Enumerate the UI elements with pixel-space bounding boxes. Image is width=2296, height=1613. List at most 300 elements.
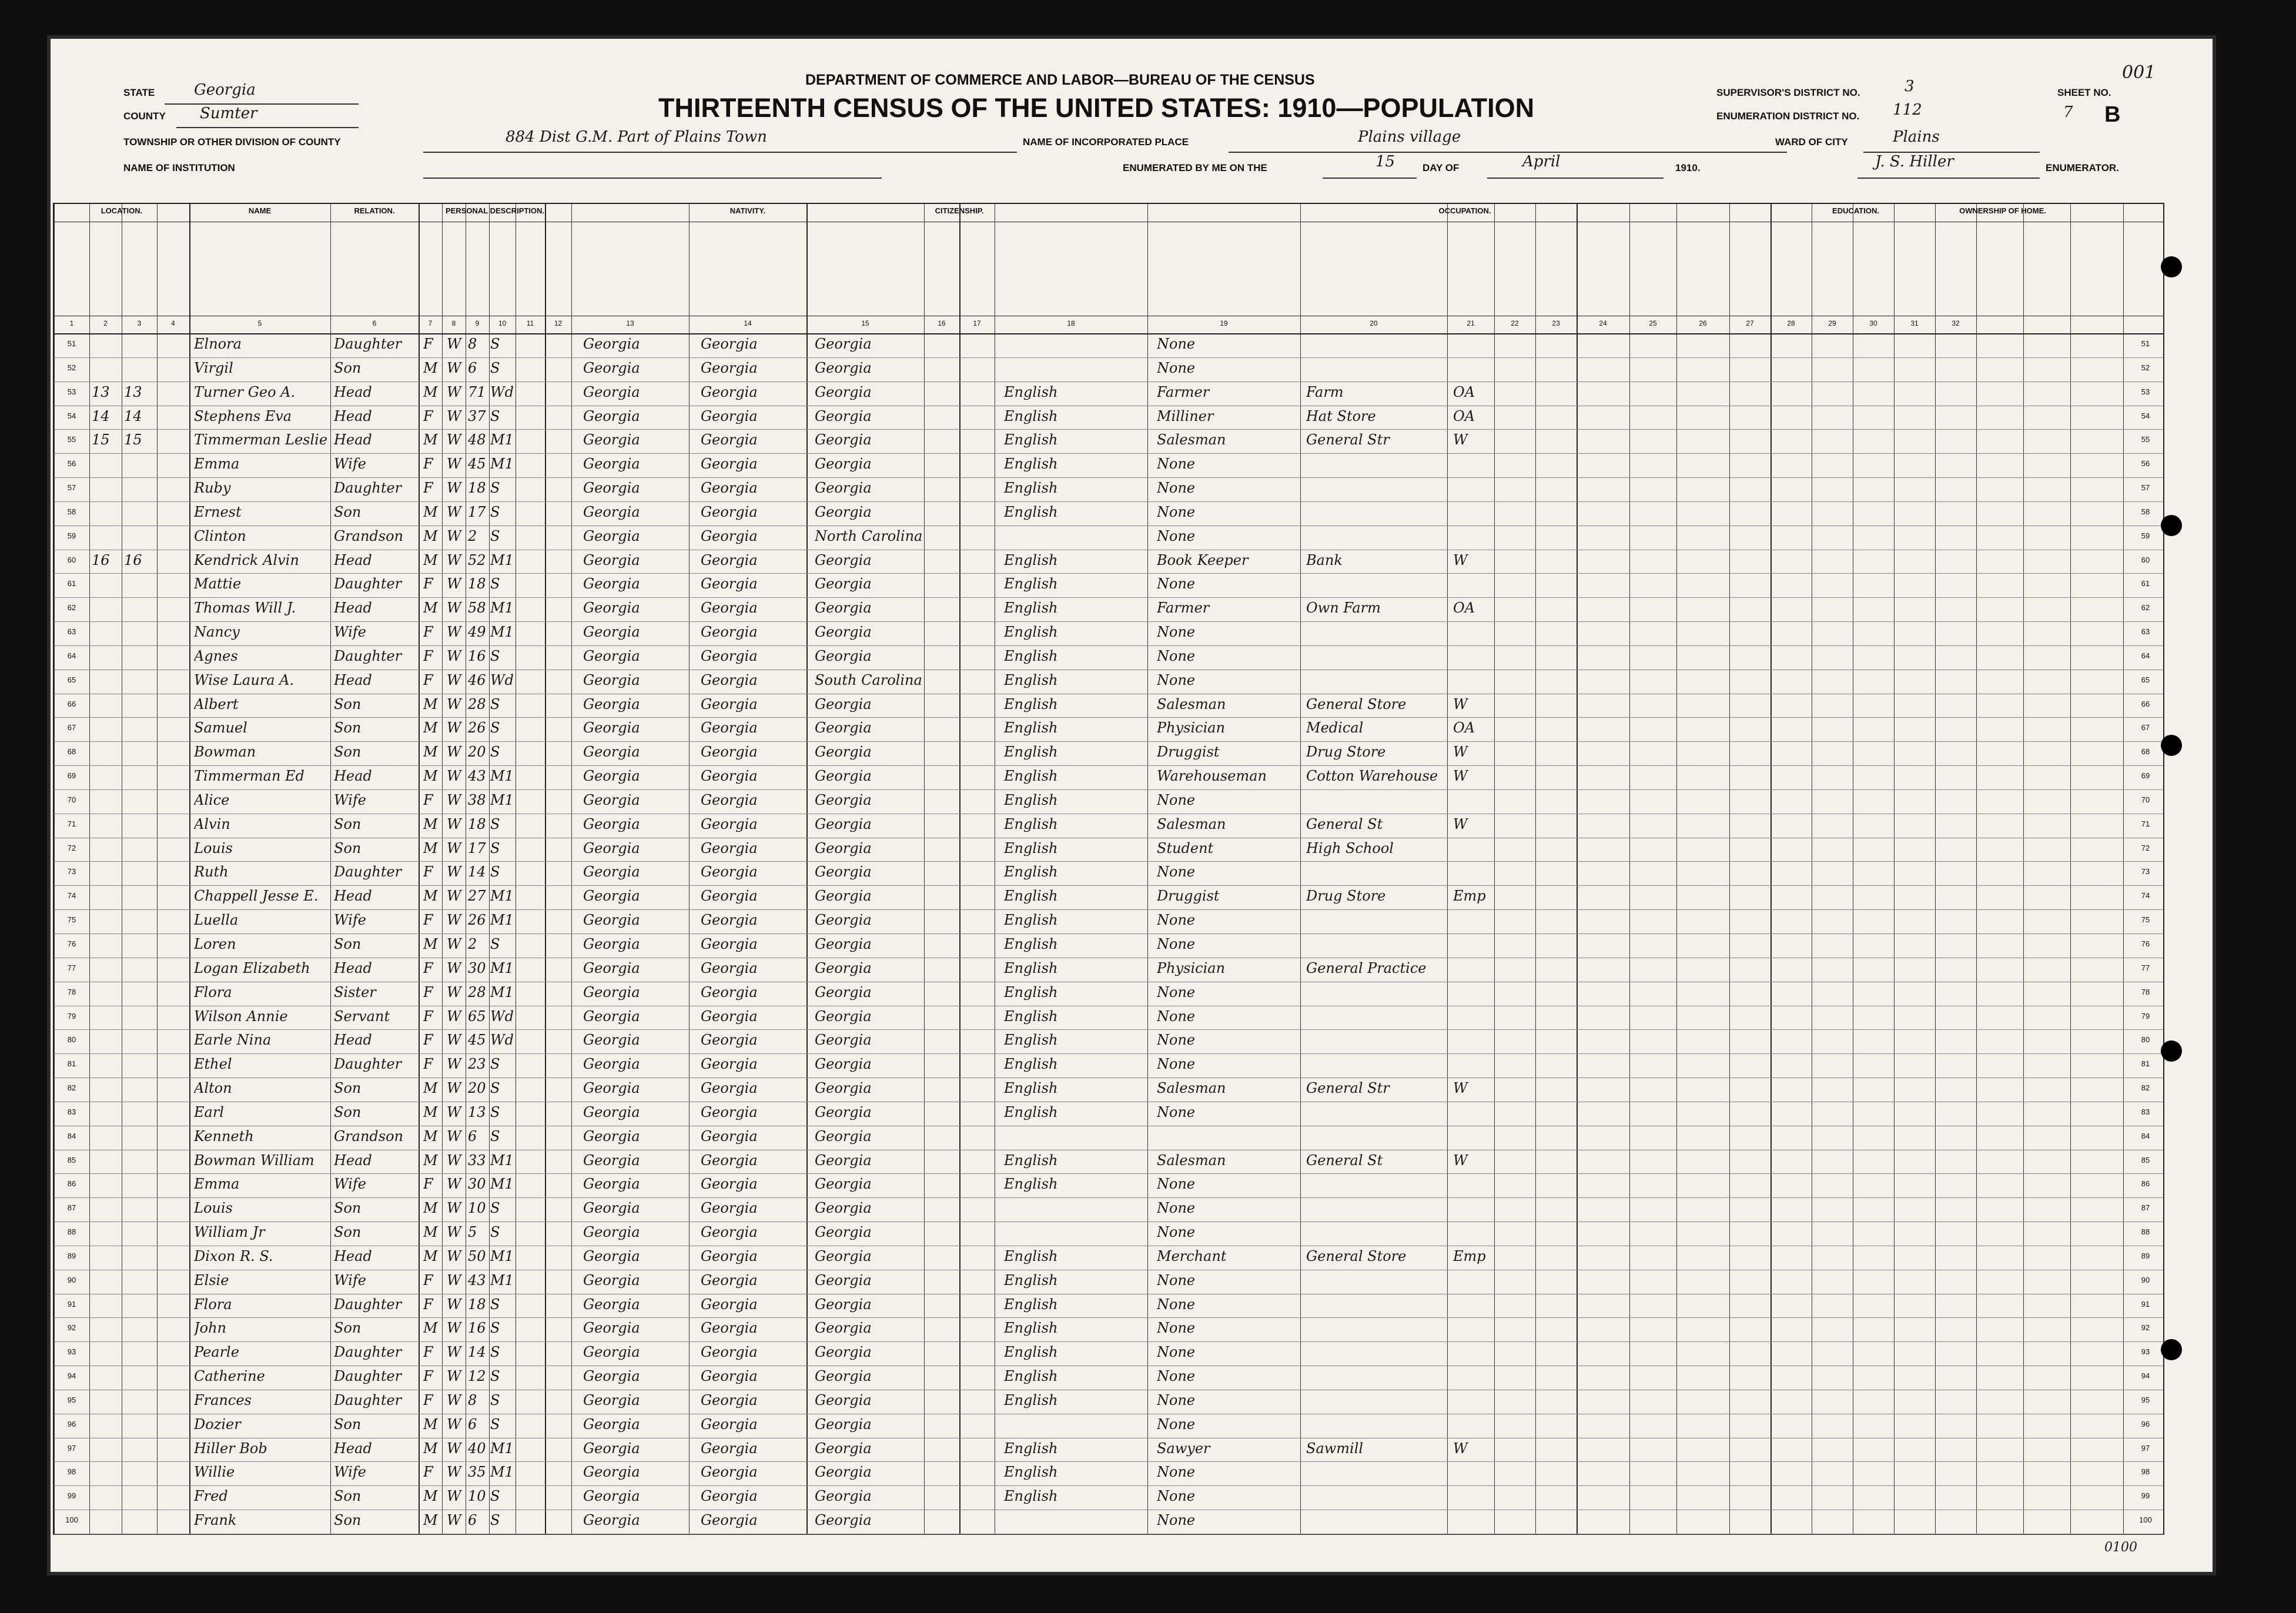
cell-ms: M1: [490, 1152, 514, 1169]
cell-mb: Georgia: [815, 1176, 872, 1193]
cell-mb: Georgia: [815, 600, 872, 617]
row-number: 86: [67, 1179, 76, 1189]
row-number-right: 87: [2141, 1203, 2150, 1213]
cell-b: Georgia: [583, 936, 640, 952]
cell-age: 30: [468, 1176, 486, 1193]
column-number: 18: [1067, 319, 1075, 327]
cell-age: 6: [468, 359, 477, 376]
cell-mb: Georgia: [815, 1271, 872, 1289]
cell-mb: Georgia: [815, 1488, 872, 1505]
cell-lang: English: [1004, 959, 1058, 976]
cell-ind: Cotton Warehouse: [1306, 768, 1438, 785]
punch-hole: [2161, 515, 2182, 536]
cell-name: Earl: [194, 1103, 224, 1120]
cell-fb: Georgia: [701, 1488, 758, 1505]
row-number: 66: [67, 699, 76, 708]
column-rule: [1976, 204, 1977, 1534]
cell-occ: None: [1157, 1056, 1196, 1073]
cell-name: Wise Laura A.: [194, 671, 294, 688]
cell-ind: Drug Store: [1306, 744, 1386, 761]
cell-mb: Georgia: [815, 1247, 872, 1264]
cell-sex: F: [423, 1271, 433, 1289]
cell-age: 14: [468, 864, 486, 881]
cell-lang: English: [1004, 983, 1058, 1000]
cell-occ: None: [1157, 671, 1196, 688]
cell-name: John: [194, 1320, 226, 1337]
supervisor-label: SUPERVISOR'S DISTRICT NO.: [1716, 87, 1860, 98]
cell-b: Georgia: [583, 695, 640, 712]
row-number: 75: [67, 915, 76, 925]
row-number-right: 83: [2141, 1107, 2150, 1116]
cell-ms: M1: [490, 1440, 514, 1457]
cell-fb: Georgia: [701, 480, 758, 497]
column-rule: [2023, 204, 2024, 1534]
cell-mb: Georgia: [815, 912, 872, 929]
cell-emp: Emp: [1453, 1247, 1486, 1264]
cell-ms: S: [490, 936, 500, 952]
cell-age: 46: [468, 671, 486, 688]
cell-emp: W: [1453, 744, 1468, 761]
cell-rel: Head: [334, 1247, 372, 1264]
row-number: 79: [67, 1011, 76, 1020]
cell-race: W: [447, 1512, 461, 1529]
cell-name: Frances: [194, 1391, 252, 1408]
column-number: 3: [137, 319, 142, 327]
cell-lang: English: [1004, 1464, 1058, 1481]
cell-age: 8: [468, 1391, 477, 1408]
cell-name: Clinton: [194, 527, 246, 544]
cell-name: Nancy: [194, 624, 240, 641]
cell-rel: Wife: [334, 912, 367, 929]
row-number: 94: [67, 1371, 76, 1381]
cell-sex: F: [423, 1056, 433, 1073]
cell-rel: Daughter: [334, 1368, 402, 1385]
cell-occ: Sawyer: [1157, 1440, 1210, 1457]
column-number: 16: [938, 319, 946, 327]
cell-age: 17: [468, 503, 486, 520]
row-number-right: 96: [2141, 1419, 2150, 1428]
cell-sex: M: [423, 503, 438, 520]
cell-ms: M1: [490, 768, 514, 785]
cell-emp: W: [1453, 431, 1468, 449]
cell-ind: Medical: [1306, 720, 1364, 737]
cell-fam: 13: [124, 383, 142, 400]
row-number-right: 100: [2139, 1515, 2152, 1525]
cell-fb: Georgia: [701, 456, 758, 473]
row-number-right: 90: [2141, 1275, 2150, 1284]
cell-name: Dixon R. S.: [194, 1247, 273, 1264]
cell-b: Georgia: [583, 912, 640, 929]
cell-race: W: [447, 1080, 461, 1097]
cell-race: W: [447, 359, 461, 376]
state-value: Georgia: [194, 81, 256, 99]
row-number-right: 75: [2141, 915, 2150, 925]
column-rule: [1676, 204, 1677, 1534]
cell-occ: Salesman: [1157, 695, 1226, 712]
cell-lang: English: [1004, 1271, 1058, 1289]
township-underline: [423, 152, 1017, 153]
cell-fb: Georgia: [701, 1200, 758, 1217]
cell-occ: None: [1157, 575, 1196, 593]
cell-race: W: [447, 1271, 461, 1289]
row-number-right: 73: [2141, 867, 2150, 876]
cell-mb: Georgia: [815, 503, 872, 520]
row-number-right: 72: [2141, 843, 2150, 852]
cell-sex: F: [423, 480, 433, 497]
cell-rel: Head: [334, 383, 372, 400]
column-number: 19: [1220, 319, 1228, 327]
column-rule: [1494, 204, 1495, 1534]
cell-fb: Georgia: [701, 1344, 758, 1361]
cell-mb: Georgia: [815, 983, 872, 1000]
cell-ms: S: [490, 1391, 500, 1408]
cell-race: W: [447, 744, 461, 761]
cell-sex: F: [423, 624, 433, 641]
cell-age: 18: [468, 480, 486, 497]
row-rule: [54, 597, 2163, 598]
cell-rel: Son: [334, 1512, 362, 1529]
row-number: 85: [67, 1155, 76, 1164]
cell-lang: English: [1004, 839, 1058, 856]
cell-fb: Georgia: [701, 551, 758, 568]
row-rule: [54, 1485, 2163, 1486]
cell-mb: Georgia: [815, 575, 872, 593]
cell-mb: Georgia: [815, 480, 872, 497]
cell-occ: None: [1157, 1464, 1196, 1481]
enumerated-day: 15: [1375, 153, 1395, 170]
cell-ms: M1: [490, 456, 514, 473]
column-group-heading: OCCUPATION.: [1438, 206, 1491, 215]
cell-dw: 15: [92, 431, 110, 449]
cell-name: Virgil: [194, 359, 233, 376]
cell-age: 5: [468, 1224, 477, 1241]
cell-race: W: [447, 839, 461, 856]
cell-race: W: [447, 551, 461, 568]
cell-name: Stephens Eva: [194, 407, 292, 424]
cell-rel: Son: [334, 839, 362, 856]
sheet-value: 7: [2063, 103, 2073, 121]
supervisor-value: 3: [1905, 78, 1915, 95]
row-number: 95: [67, 1395, 76, 1404]
cell-age: 27: [468, 888, 486, 905]
cell-ind: Bank: [1306, 551, 1343, 568]
column-number: 7: [428, 319, 433, 327]
cell-ms: S: [490, 503, 500, 520]
cell-age: 18: [468, 575, 486, 593]
cell-rel: Head: [334, 1440, 372, 1457]
cell-b: Georgia: [583, 600, 640, 617]
cell-emp: OA: [1453, 407, 1475, 424]
cell-mb: Georgia: [815, 744, 872, 761]
department-heading: DEPARTMENT OF COMMERCE AND LABOR—BUREAU OF THE CENSUS: [805, 72, 1315, 88]
cell-fb: Georgia: [701, 1320, 758, 1337]
column-rule: [330, 204, 331, 1534]
cell-occ: Salesman: [1157, 1080, 1226, 1097]
cell-sex: F: [423, 336, 433, 352]
cell-mb: Georgia: [815, 936, 872, 952]
column-number: 6: [372, 319, 377, 327]
cell-ms: S: [490, 1224, 500, 1241]
enumerated-day-underline: [1323, 178, 1417, 179]
cell-ms: S: [490, 1415, 500, 1433]
cell-rel: Son: [334, 1080, 362, 1097]
cell-race: W: [447, 480, 461, 497]
cell-fb: Georgia: [701, 720, 758, 737]
cell-rel: Wife: [334, 456, 367, 473]
cell-occ: None: [1157, 1512, 1196, 1529]
row-rule: [54, 645, 2163, 646]
cell-occ: None: [1157, 1488, 1196, 1505]
row-number-right: 70: [2141, 795, 2150, 804]
row-rule: [54, 933, 2163, 934]
cell-b: Georgia: [583, 983, 640, 1000]
cell-mb: Georgia: [815, 1464, 872, 1481]
cell-race: W: [447, 1127, 461, 1145]
cell-fb: Georgia: [701, 768, 758, 785]
cell-mb: Georgia: [815, 720, 872, 737]
row-number-right: 91: [2141, 1299, 2150, 1309]
column-number: 29: [1828, 319, 1836, 327]
cell-ms: Wd: [490, 671, 514, 688]
cell-lang: English: [1004, 1176, 1058, 1193]
cell-mb: North Carolina: [815, 527, 923, 544]
column-rule: [1535, 204, 1536, 1534]
cell-fb: Georgia: [701, 1176, 758, 1193]
cell-occ: None: [1157, 912, 1196, 929]
cell-occ: None: [1157, 527, 1196, 544]
cell-b: Georgia: [583, 671, 640, 688]
cell-ms: M1: [490, 888, 514, 905]
cell-rel: Head: [334, 671, 372, 688]
cell-occ: Farmer: [1157, 383, 1210, 400]
row-number: 71: [67, 819, 76, 828]
cell-occ: None: [1157, 1296, 1196, 1313]
column-number: 15: [861, 319, 869, 327]
sheet-label: SHEET NO.: [2057, 87, 2111, 98]
enumerated-label: ENUMERATED BY ME ON THE: [1123, 162, 1267, 173]
row-number-right: 56: [2141, 459, 2150, 468]
row-number: 96: [67, 1419, 76, 1428]
cell-race: W: [447, 624, 461, 641]
cell-ms: S: [490, 1127, 500, 1145]
cell-ms: S: [490, 695, 500, 712]
cell-lang: English: [1004, 383, 1058, 400]
cell-b: Georgia: [583, 1200, 640, 1217]
cell-age: 48: [468, 431, 486, 449]
cell-b: Georgia: [583, 1056, 640, 1073]
cell-lang: English: [1004, 1344, 1058, 1361]
column-number: 26: [1699, 319, 1707, 327]
cell-b: Georgia: [583, 551, 640, 568]
row-rule: [54, 789, 2163, 790]
cell-rel: Daughter: [334, 647, 402, 664]
cell-rel: Head: [334, 1032, 372, 1049]
row-number-right: 63: [2141, 627, 2150, 637]
cell-occ: Druggist: [1157, 744, 1220, 761]
cell-race: W: [447, 791, 461, 808]
cell-ms: M1: [490, 1247, 514, 1264]
cell-age: 65: [468, 1008, 486, 1025]
row-number: 55: [67, 435, 76, 444]
cell-b: Georgia: [583, 815, 640, 832]
cell-sex: F: [423, 983, 433, 1000]
cell-race: W: [447, 1368, 461, 1385]
cell-race: W: [447, 1056, 461, 1073]
row-rule: [54, 573, 2163, 574]
cell-b: Georgia: [583, 1512, 640, 1529]
cell-occ: Salesman: [1157, 1152, 1226, 1169]
cell-mb: Georgia: [815, 383, 872, 400]
cell-age: 23: [468, 1056, 486, 1073]
cell-fb: Georgia: [701, 791, 758, 808]
page-title: THIRTEENTH CENSUS OF THE UNITED STATES: 1910—POPULATION: [658, 93, 1535, 123]
row-number: 90: [67, 1275, 76, 1284]
cell-age: 43: [468, 768, 486, 785]
cell-sex: F: [423, 791, 433, 808]
cell-fam: 15: [124, 431, 142, 449]
row-rule: [54, 1029, 2163, 1030]
cell-sex: F: [423, 1464, 433, 1481]
cell-occ: None: [1157, 624, 1196, 641]
cell-age: 10: [468, 1488, 486, 1505]
cell-occ: None: [1157, 1320, 1196, 1337]
cell-race: W: [447, 1032, 461, 1049]
cell-race: W: [447, 383, 461, 400]
row-number-right: 57: [2141, 483, 2150, 493]
cell-rel: Son: [334, 359, 362, 376]
sheet-side: B: [2104, 102, 2121, 127]
cell-ind: General Str: [1306, 1080, 1390, 1097]
row-number: 65: [67, 675, 76, 684]
row-number: 62: [67, 603, 76, 613]
cell-fb: Georgia: [701, 959, 758, 976]
cell-lang: English: [1004, 407, 1058, 424]
cell-mb: South Carolina: [815, 671, 922, 688]
cell-fb: Georgia: [701, 888, 758, 905]
enumerator-underline: [1857, 178, 2040, 179]
cell-ind: General Store: [1306, 1247, 1407, 1264]
cell-name: Turner Geo A.: [194, 383, 296, 400]
cell-name: Ethel: [194, 1056, 232, 1073]
row-number: 58: [67, 507, 76, 516]
cell-lang: English: [1004, 600, 1058, 617]
row-number-right: 69: [2141, 771, 2150, 781]
cell-ms: M1: [490, 912, 514, 929]
cell-sex: F: [423, 912, 433, 929]
cell-race: W: [447, 936, 461, 952]
column-rule: [419, 204, 420, 1534]
cell-ms: S: [490, 720, 500, 737]
column-number: 8: [451, 319, 456, 327]
county-value: Sumter: [200, 105, 257, 122]
cell-age: 45: [468, 456, 486, 473]
institution-label: NAME OF INSTITUTION: [123, 162, 235, 173]
cell-mb: Georgia: [815, 1296, 872, 1313]
cell-occ: None: [1157, 1103, 1196, 1120]
row-number-right: 89: [2141, 1251, 2150, 1260]
column-number: 28: [1787, 319, 1795, 327]
column-number: 25: [1649, 319, 1657, 327]
cell-race: W: [447, 575, 461, 593]
cell-fb: Georgia: [701, 503, 758, 520]
cell-occ: Warehouseman: [1157, 768, 1267, 785]
cell-rel: Grandson: [334, 527, 403, 544]
cell-race: W: [447, 1440, 461, 1457]
cell-rel: Son: [334, 1103, 362, 1120]
cell-name: Loren: [194, 936, 236, 952]
cell-fb: Georgia: [701, 1247, 758, 1264]
cell-fb: Georgia: [701, 431, 758, 449]
cell-sex: M: [423, 744, 438, 761]
cell-fam: 14: [124, 407, 142, 424]
cell-mb: Georgia: [815, 1008, 872, 1025]
row-number-right: 67: [2141, 723, 2150, 732]
cell-age: 18: [468, 815, 486, 832]
cell-lang: English: [1004, 551, 1058, 568]
row-number: 81: [67, 1059, 76, 1069]
cell-sex: M: [423, 1152, 438, 1169]
cell-mb: Georgia: [815, 1512, 872, 1529]
column-rule: [1935, 204, 1936, 1534]
cell-sex: F: [423, 864, 433, 881]
row-number: 82: [67, 1083, 76, 1093]
row-rule: [54, 453, 2163, 454]
cell-name: Samuel: [194, 720, 247, 737]
cell-sex: M: [423, 695, 438, 712]
cell-sex: M: [423, 1440, 438, 1457]
row-number-right: 82: [2141, 1083, 2150, 1093]
cell-ms: S: [490, 1344, 500, 1361]
cell-fb: Georgia: [701, 383, 758, 400]
row-rule: [54, 861, 2163, 862]
cell-occ: None: [1157, 359, 1196, 376]
cell-name: Ruth: [194, 864, 229, 881]
row-number: 91: [67, 1299, 76, 1309]
punch-hole: [2161, 256, 2182, 277]
row-number: 83: [67, 1107, 76, 1116]
cell-sex: M: [423, 815, 438, 832]
cell-age: 6: [468, 1512, 477, 1529]
cell-lang: English: [1004, 480, 1058, 497]
row-number: 92: [67, 1323, 76, 1333]
cell-rel: Daughter: [334, 336, 402, 352]
cell-b: Georgia: [583, 480, 640, 497]
column-number: 9: [475, 319, 480, 327]
row-number-right: 59: [2141, 531, 2150, 540]
cell-name: Hiller Bob: [194, 1440, 267, 1457]
cell-mb: Georgia: [815, 1415, 872, 1433]
row-number: 67: [67, 723, 76, 732]
cell-b: Georgia: [583, 791, 640, 808]
cell-ms: S: [490, 527, 500, 544]
cell-sex: F: [423, 456, 433, 473]
column-group-heading: RELATION.: [354, 206, 395, 215]
row-number: 63: [67, 627, 76, 637]
cell-lang: English: [1004, 720, 1058, 737]
cell-mb: Georgia: [815, 1152, 872, 1169]
bottom-mark: 0100: [2104, 1540, 2137, 1555]
cell-rel: Son: [334, 1488, 362, 1505]
cell-fb: Georgia: [701, 1224, 758, 1241]
cell-fb: Georgia: [701, 1415, 758, 1433]
cell-name: Dozier: [194, 1415, 241, 1433]
column-rule: [1629, 204, 1630, 1534]
cell-name: Kenneth: [194, 1127, 254, 1145]
cell-lang: English: [1004, 791, 1058, 808]
cell-ind: Farm: [1306, 383, 1344, 400]
cell-race: W: [447, 768, 461, 785]
cell-mb: Georgia: [815, 624, 872, 641]
